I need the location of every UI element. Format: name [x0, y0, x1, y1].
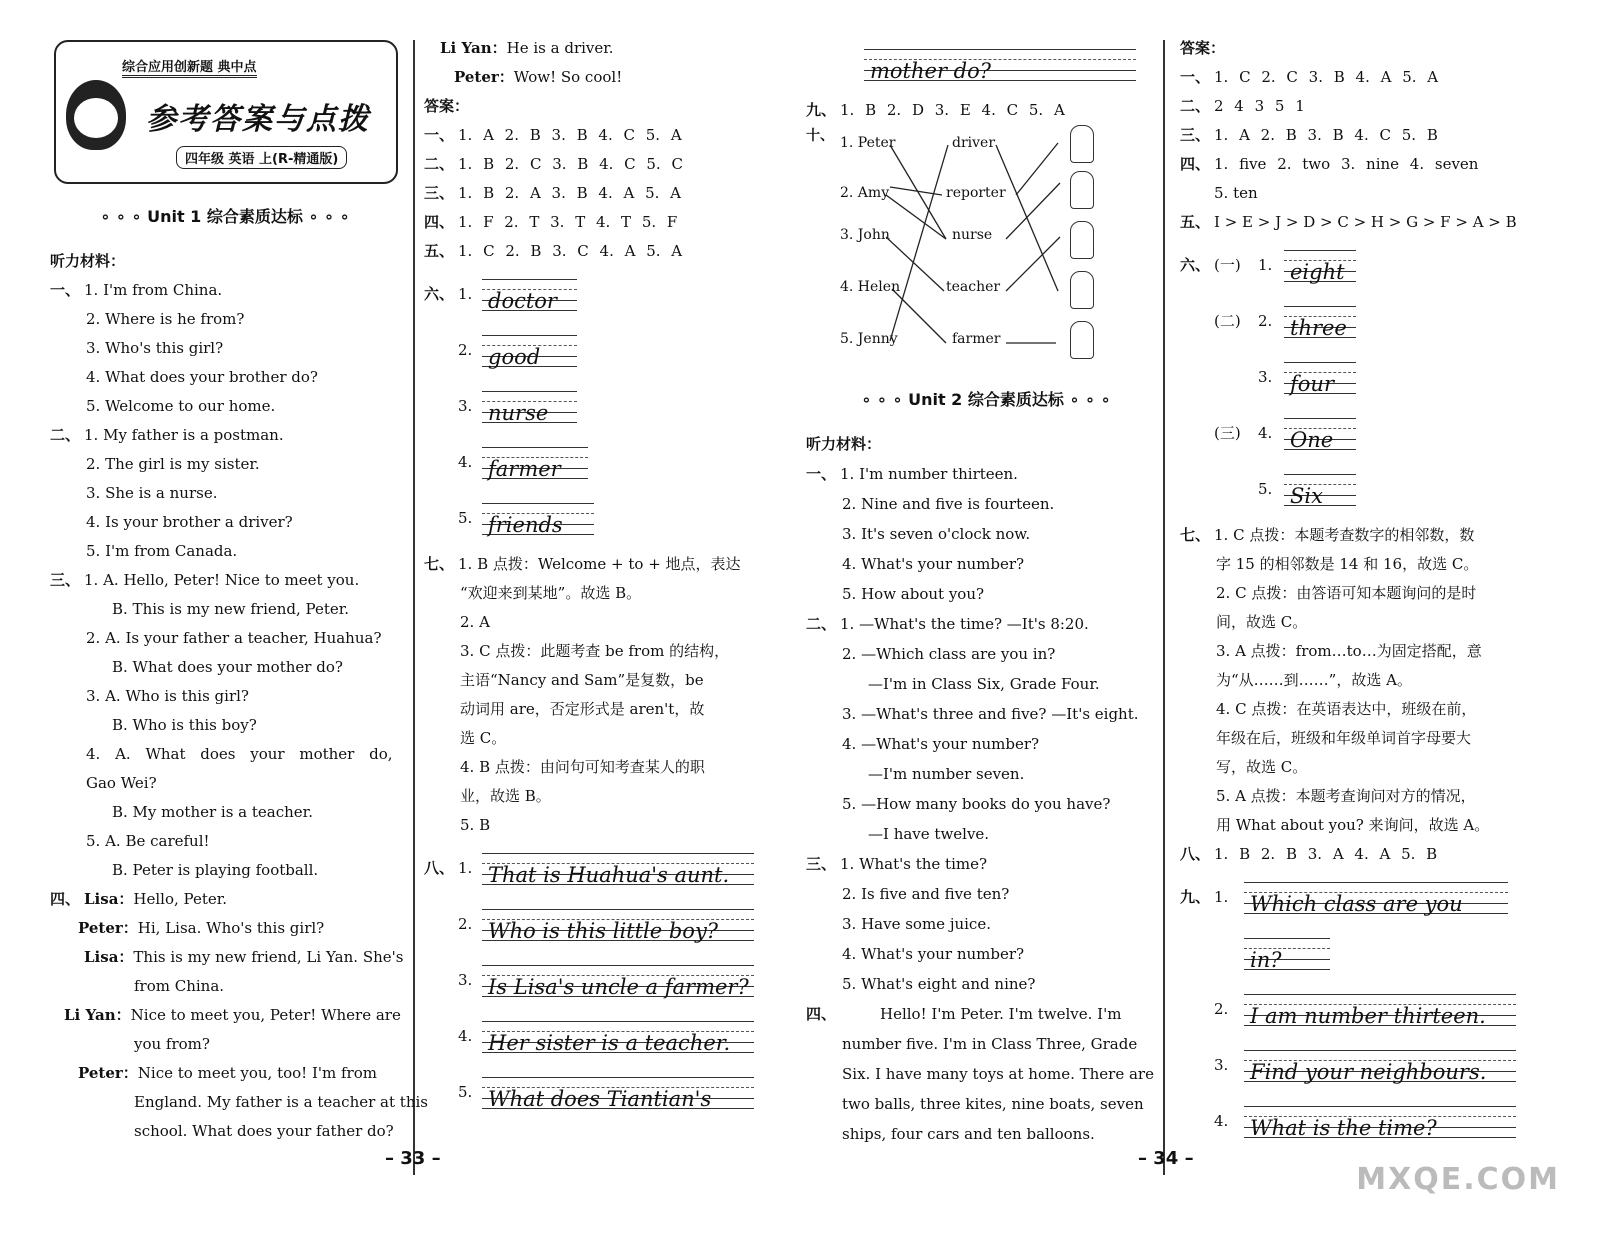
answer-row: 五、 I > E > J > D > C > H > G > F > A > B: [1180, 213, 1517, 231]
explanation-line: “欢迎来到某地”。故选 B。: [460, 584, 642, 602]
job-picture-icon: [1070, 321, 1094, 359]
list-item: B. This is my new friend, Peter.: [112, 600, 350, 618]
column-3: [806, 36, 1166, 1243]
brand-name: 综合应用创新题 典中点: [122, 56, 257, 78]
handwriting-row: (三) 4. One: [1180, 405, 1560, 461]
matching-name: 5. Jenny: [840, 331, 898, 347]
explanation-line: 为“从……到……”，故选 A。: [1216, 671, 1412, 689]
handwriting-row: 2. Who is this little boy?: [424, 896, 784, 952]
list-item: 4. What's your number?: [842, 945, 1025, 963]
explanation-line: 3. C 点拨：此题考查 be from 的结构，: [460, 642, 730, 660]
unit1-title: ∘ ∘ ∘ Unit 1 综合素质达标 ∘ ∘ ∘: [100, 207, 350, 226]
dialogue-line: school. What does your father do?: [134, 1122, 394, 1140]
answer-row: 四、 1. five 2. two 3. nine 4. seven: [1180, 155, 1479, 173]
watermark: MXQE.COM: [1356, 1162, 1560, 1197]
explanation-line: 5. A 点拨：本题考查询问对方的情况，: [1216, 787, 1476, 805]
handwriting-row: 5. friends: [424, 490, 784, 546]
column-divider: [413, 40, 415, 1175]
handwriting-row: 3. four: [1180, 349, 1560, 405]
list-item: 2. Nine and five is fourteen.: [842, 495, 1055, 513]
list-item: 二、 1. —What's the time? —It's 8:20.: [806, 615, 1089, 633]
unit2-title: ∘ ∘ ∘ Unit 2 综合素质达标 ∘ ∘ ∘: [861, 390, 1111, 409]
handwriting-row: 3. Is Lisa's uncle a farmer?: [424, 952, 784, 1008]
handwriting-row: 2. good: [424, 322, 784, 378]
answers-label: 答案：: [424, 97, 470, 115]
answer-row: 一、 1. C 2. C 3. B 4. A 5. A: [1180, 68, 1439, 86]
list-item: 5. I'm from Canada.: [86, 542, 238, 560]
answers-label: 答案：: [1180, 39, 1226, 57]
list-item: B. Who is this boy?: [112, 716, 257, 734]
list-item: 3. A. Who is this girl?: [86, 687, 249, 705]
header-subtitle: 四年级 英语 上(R-精通版): [176, 146, 347, 169]
answer-row: 二、 1. B 2. C 3. B 4. C 5. C: [424, 155, 683, 173]
matching-job: teacher: [946, 279, 1001, 295]
dialogue-line: Li Yan：He is a driver.: [440, 39, 614, 57]
handwriting-row: 2. I am number thirteen.: [1180, 981, 1560, 1037]
dialogue-line: 四、 Lisa：Hello, Peter.: [50, 890, 228, 908]
list-item: 5. How about you?: [842, 585, 985, 603]
explanation-line: 写，故选 C。: [1216, 758, 1308, 776]
answer-row: 三、 1. A 2. B 3. B 4. C 5. B: [1180, 126, 1438, 144]
explanation-line: 5. B: [460, 816, 491, 834]
handwriting-row: 九、 1. Which class are you: [1180, 869, 1560, 925]
handwriting-row: 5. What does Tiantian's: [424, 1064, 784, 1120]
list-item: B. Peter is playing football.: [112, 861, 319, 879]
handwriting-row: 3. Find your neighbours.: [1180, 1037, 1560, 1093]
explanation-line: 动词用 are，否定形式是 aren't，故: [460, 700, 705, 718]
explanation-line: 年级在后，班级和年级单词首字母要大: [1216, 729, 1472, 747]
dialogue-line: from China.: [134, 977, 225, 995]
explanation-line: 3. A 点拨：from…to…为固定搭配，意: [1216, 642, 1482, 660]
handwriting-row: (二) 2. three: [1180, 293, 1560, 349]
page-number-left: – 33 –: [385, 1148, 441, 1169]
dialogue-line: Peter：Nice to meet you, too! I'm from: [78, 1064, 377, 1082]
list-item: 三、 1. A. Hello, Peter! Nice to meet you.: [50, 571, 360, 589]
matching-label: 十、: [806, 128, 834, 144]
list-item: 3. Who's this girl?: [86, 339, 224, 357]
answer-row: 5. ten: [1214, 184, 1258, 202]
dialogue-line: Lisa：This is my new friend, Li Yan. She's: [84, 948, 404, 966]
matching-job: farmer: [952, 331, 1001, 347]
list-item: —I'm number seven.: [868, 765, 1025, 783]
list-item: B. What does your mother do?: [112, 658, 343, 676]
answer-row: 一、 1. A 2. B 3. B 4. C 5. A: [424, 126, 682, 144]
list-item: 5. A. Be careful!: [86, 832, 210, 850]
handwriting-row: in?: [1180, 925, 1560, 981]
matching-name: 2. Amy: [840, 185, 890, 201]
explanation-line: 间，故选 C。: [1216, 613, 1308, 631]
handwriting-row: 4. Her sister is a teacher.: [424, 1008, 784, 1064]
list-item: 3. —What's three and five? —It's eight.: [842, 705, 1139, 723]
mascot-icon: [66, 80, 126, 150]
list-item: 3. It's seven o'clock now.: [842, 525, 1031, 543]
list-item: Gao Wei?: [86, 774, 157, 792]
list-item: 5. —How many books do you have?: [842, 795, 1111, 813]
explanation-line: 4. C 点拨：在英语表达中，班级在前，: [1216, 700, 1477, 718]
list-item: 5. What's eight and nine?: [842, 975, 1036, 993]
explanation-line: 2. A: [460, 613, 490, 631]
explanation-line: 4. B 点拨：由问句可知考查某人的职: [460, 758, 705, 776]
list-item: 2. The girl is my sister.: [86, 455, 260, 473]
list-item: 一、 1. I'm from China.: [50, 281, 223, 299]
dialogue-line: Li Yan：Nice to meet you, Peter! Where are: [64, 1006, 401, 1024]
passage-line: 四、 Hello! I'm Peter. I'm twelve. I'm: [806, 1005, 1122, 1023]
listening-label: 听力材料：: [50, 252, 126, 270]
matching-name: 1. Peter: [840, 135, 896, 151]
answer-row: 八、 1. B 2. B 3. A 4. A 5. B: [1180, 845, 1438, 863]
page-number-right: – 34 –: [1138, 1148, 1194, 1169]
explanation-line: 业，故选 B。: [460, 787, 551, 805]
handwriting-row: 八、 1. That is Huahua's aunt.: [424, 840, 784, 896]
handwriting-row: 4. farmer: [424, 434, 784, 490]
explanation-line: 用 What about you? 来询问，故选 A。: [1216, 816, 1490, 834]
list-item: 2. Where is he from?: [86, 310, 245, 328]
answer-row: 五、 1. C 2. B 3. C 4. A 5. A: [424, 242, 683, 260]
list-item: 4. A. What does your mother do,: [86, 745, 393, 763]
matching-job: nurse: [952, 227, 993, 243]
dialogue-line: you from?: [134, 1035, 210, 1053]
passage-line: two balls, three kites, nine boats, seven: [842, 1095, 1144, 1113]
list-item: 2. Is five and five ten?: [842, 885, 1010, 903]
list-item: 4. What does your brother do?: [86, 368, 318, 386]
header-logo: [54, 40, 398, 184]
explanation-line: 字 15 的相邻数是 14 和 16，故选 C。: [1216, 555, 1479, 573]
explanation-line: 选 C。: [460, 729, 507, 747]
matching-name: 4. Helen: [840, 279, 901, 295]
passage-line: ships, four cars and ten balloons.: [842, 1125, 1095, 1143]
list-item: —I'm in Class Six, Grade Four.: [868, 675, 1100, 693]
matching-name: 3. John: [840, 227, 890, 243]
explanation-line: 七、 1. B 点拨：Welcome + to + 地点，表达: [424, 555, 741, 573]
matching-lines: [806, 125, 1106, 365]
list-item: 4. —What's your number?: [842, 735, 1040, 753]
explanation-line: 主语“Nancy and Sam”是复数，be: [460, 671, 704, 689]
list-item: 4. Is your brother a driver?: [86, 513, 293, 531]
explanation-line: 2. C 点拨：由答语可知本题询问的是时: [1216, 584, 1477, 602]
column-4: [1180, 34, 1560, 1241]
job-picture-icon: [1070, 171, 1094, 209]
matching-job: reporter: [946, 185, 1006, 201]
job-picture-icon: [1070, 125, 1094, 163]
answer-row: 四、 1. F 2. T 3. T 4. T 5. F: [424, 213, 678, 231]
list-item: —I have twelve.: [868, 825, 990, 843]
list-item: 2. —Which class are you in?: [842, 645, 1056, 663]
list-item: 一、 1. I'm number thirteen.: [806, 465, 1018, 483]
list-item: 3. She is a nurse.: [86, 484, 218, 502]
job-picture-icon: [1070, 221, 1094, 259]
listening-label: 听力材料：: [806, 435, 882, 453]
passage-line: Six. I have many toys at home. There are: [842, 1065, 1154, 1083]
column-2: [424, 34, 784, 1241]
dialogue-line: Peter：Hi, Lisa. Who's this girl?: [78, 919, 325, 937]
explanation-line: 七、 1. C 点拨：本题考查数字的相邻数，数: [1180, 526, 1475, 544]
list-item: 2. A. Is your father a teacher, Huahua?: [86, 629, 382, 647]
handwriting-row: mother do?: [806, 36, 1166, 92]
answer-row: 九、 1. B 2. D 3. E 4. C 5. A: [806, 101, 1065, 119]
list-item: 二、 1. My father is a postman.: [50, 426, 284, 444]
handwriting-row: 六、 (一) 1. eight: [1180, 237, 1560, 293]
matching-exercise: [806, 125, 1166, 375]
list-item: 4. What's your number?: [842, 555, 1025, 573]
header-title: 参考答案与点拨: [146, 102, 370, 137]
handwriting-row: 3. nurse: [424, 378, 784, 434]
answer-row: 二、 2 4 3 5 1: [1180, 97, 1305, 115]
passage-line: number five. I'm in Class Three, Grade: [842, 1035, 1138, 1053]
list-item: 5. Welcome to our home.: [86, 397, 276, 415]
list-item: 三、 1. What's the time?: [806, 855, 988, 873]
matching-job: driver: [952, 135, 996, 151]
list-item: 3. Have some juice.: [842, 915, 991, 933]
handwriting-row: 六、 1. doctor: [424, 266, 784, 322]
dialogue-line: England. My father is a teacher at this: [134, 1093, 428, 1111]
list-item: B. My mother is a teacher.: [112, 803, 313, 821]
handwriting-row: 4. What is the time?: [1180, 1093, 1560, 1149]
job-picture-icon: [1070, 271, 1094, 309]
answer-row: 三、 1. B 2. A 3. B 4. A 5. A: [424, 184, 682, 202]
dialogue-line: Peter：Wow! So cool!: [454, 68, 623, 86]
handwriting-row: 5. Six: [1180, 461, 1560, 517]
